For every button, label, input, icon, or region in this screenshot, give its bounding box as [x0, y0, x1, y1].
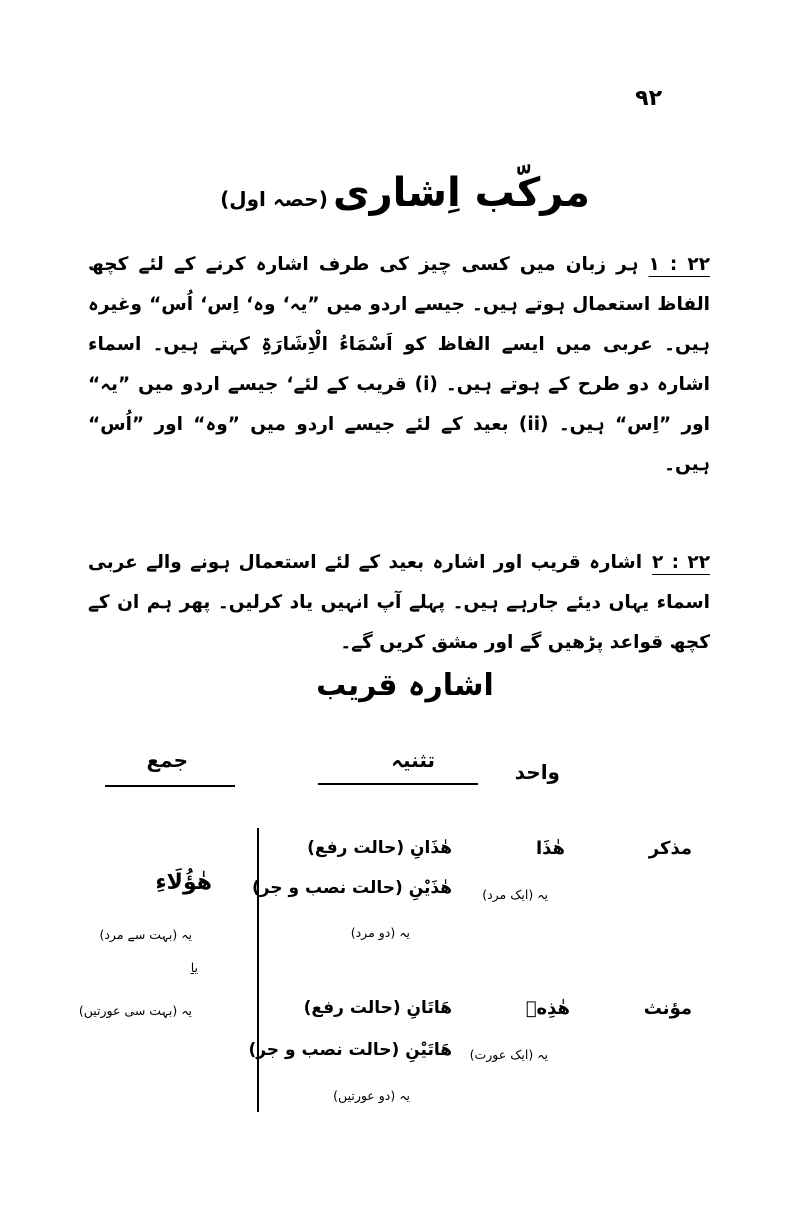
masculine-dual-nominative: هٰذَانِ (حالت رفع) — [307, 838, 452, 858]
feminine-singular-meaning: یہ (ایک عورت) — [469, 1047, 548, 1062]
header-dual: تثنیہ — [391, 748, 435, 772]
paragraph-number: ۲۲ : ۱ — [648, 254, 710, 275]
masculine-singular-meaning: یہ (ایک مرد) — [482, 887, 548, 902]
paragraph-text: ہر زبان میں کسی چیز کی طرف اشارہ کرنے کے لئے کچھ الفاظ استعمال ہوتے ہیں۔ جیسے اردو میں ”یہ‘ وہ‘ اِس‘ اُس“ وغیرہ ہیں۔ عربی میں ایسے الفاظ کو اَسْمَاءُ الْاِشَارَۃِ کہتے ہیں۔ اسماء اشارہ دو طرح کے ہوتے ہیں۔ (i) قریب کے لئے‘ جیسے اردو میں ”یہ“ اور ”اِس“ ہیں۔ (ii) بعید کے لئے جیسے اردو میں ”وہ“ اور ”اُس“ ہیں۔ — [88, 254, 710, 475]
plural-meaning-feminine: یہ (بہت سی عورتیں) — [78, 1003, 192, 1018]
header-plural-underline — [105, 785, 235, 787]
feminine-label: مؤنث — [643, 998, 692, 1019]
header-dual-underline — [318, 783, 478, 785]
masculine-dual-accusative: هٰذَيْنِ (حالت نصب و جر) — [251, 878, 452, 898]
page-number: ۹۲ — [635, 86, 662, 111]
paragraph-text: اشارہ قریب اور اشارہ بعید کے لئے استعمال ہونے والے عربی اسماء یہاں دیئے جارہے ہیں۔ پہلے آپ انہیں یاد کرلیں۔ پھر ہم ان کے کچھ قواعد پڑھیں گے اور مشق کریں گے۔ — [88, 552, 710, 653]
feminine-singular: هٰذِهٖ — [525, 998, 570, 1019]
masculine-singular: هٰذَا — [535, 838, 565, 859]
masculine-dual-meaning: یہ (دو مرد) — [350, 925, 410, 940]
paragraph-number: ۲۲ : ۲ — [652, 552, 710, 573]
title-main: مرکّب اِشاری — [332, 170, 590, 216]
plural-meaning-masculine: یہ (بہت سے مرد) — [99, 927, 192, 942]
masculine-label: مذکر — [648, 838, 692, 859]
header-plural: جمع — [146, 748, 188, 772]
plural-word: هٰؤُلَاءِ — [155, 870, 212, 895]
paragraph-2 — [88, 543, 710, 663]
feminine-dual-meaning: یہ (دو عورتیں) — [333, 1088, 410, 1103]
section-heading: اشارہ قریب — [316, 668, 494, 703]
feminine-dual-accusative: هَاتَيْنِ (حالت نصب و جر) — [248, 1040, 452, 1060]
header-singular: واحد — [514, 760, 560, 784]
body-text — [88, 245, 710, 663]
feminine-dual-nominative: هَاتَانِ (حالت رفع) — [303, 998, 452, 1018]
page-title — [0, 170, 810, 216]
column-divider — [257, 828, 259, 1112]
paragraph-1 — [88, 245, 710, 485]
title-sub: (حصہ اول) — [220, 187, 328, 211]
plural-or: یا — [190, 960, 198, 975]
